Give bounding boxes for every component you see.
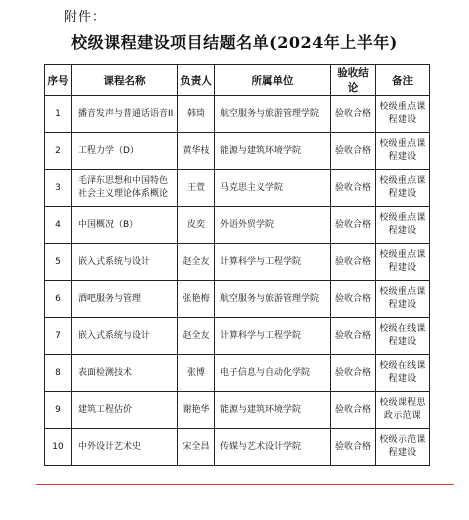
lead-name: 谢艳华: [178, 392, 215, 429]
result: 验收合格: [331, 170, 376, 207]
table-row: [45, 96, 430, 133]
table-row: [45, 392, 430, 429]
unit-name: 计算科学与工程学院: [215, 244, 331, 281]
result: 验收合格: [331, 207, 376, 244]
result: 验收合格: [331, 429, 376, 466]
course-name: 嵌入式系统与设计: [72, 318, 178, 355]
course-name: 中国概况（B）: [72, 207, 178, 244]
unit-name: 电子信息与自动化学院: [215, 355, 331, 392]
lead-name: 韩琦: [178, 96, 215, 133]
course-name: 中外设计艺术史: [72, 429, 178, 466]
header-result: 验收结论: [331, 65, 376, 96]
row-no: 3: [45, 170, 72, 207]
header-unit: 所属单位: [215, 65, 331, 96]
unit-name: 能源与建筑环境学院: [215, 133, 331, 170]
row-no: 4: [45, 207, 72, 244]
result: 验收合格: [331, 96, 376, 133]
header-no: 序号: [45, 65, 72, 96]
table-row: [45, 318, 430, 355]
unit-name: 航空服务与旅游管理学院: [215, 281, 331, 318]
table-row: [45, 281, 430, 318]
lead-name: 皮奕: [178, 207, 215, 244]
note: 校级重点课程建设: [376, 281, 430, 318]
table-row: [45, 244, 430, 281]
document-title: 校级课程建设项目结题名单(2024年上半年): [71, 33, 398, 52]
note: 校级重点课程建设: [376, 133, 430, 170]
header-note: 备注: [376, 65, 430, 96]
course-name: 毛泽东思想和中国特色社会主义理论体系概论: [72, 170, 178, 207]
result: 验收合格: [331, 133, 376, 170]
row-no: 7: [45, 318, 72, 355]
lead-name: 赵全友: [178, 318, 215, 355]
row-no: 2: [45, 133, 72, 170]
note: 校级重点课程建设: [376, 96, 430, 133]
course-name: 播音发声与普通话语音II: [72, 96, 178, 133]
row-no: 10: [45, 429, 72, 466]
course-name: 酒吧服务与管理: [72, 281, 178, 318]
unit-name: 传媒与艺术设计学院: [215, 429, 331, 466]
lead-name: 王萱: [178, 170, 215, 207]
lead-name: 宋全昌: [178, 429, 215, 466]
header-course: 课程名称: [72, 65, 178, 96]
row-no: 1: [45, 96, 72, 133]
table-header-row: [45, 65, 430, 96]
unit-name: 马克思主义学院: [215, 170, 331, 207]
note: 校级在线课程建设: [376, 318, 430, 355]
note: 校级示范课程建设: [376, 429, 430, 466]
page-break-line: [36, 484, 454, 485]
row-no: 5: [45, 244, 72, 281]
result: 验收合格: [331, 244, 376, 281]
note: 校级课程思政示范课: [376, 392, 430, 429]
result: 验收合格: [331, 318, 376, 355]
unit-name: 外语外贸学院: [215, 207, 331, 244]
lead-name: 黄华枝: [178, 133, 215, 170]
course-name: 表面检测技术: [72, 355, 178, 392]
note: 校级重点课程建设: [376, 207, 430, 244]
unit-name: 航空服务与旅游管理学院: [215, 96, 331, 133]
result: 验收合格: [331, 355, 376, 392]
table-row: [45, 355, 430, 392]
note: 校级重点课程建设: [376, 170, 430, 207]
project-list-table: [44, 64, 430, 466]
row-no: 8: [45, 355, 72, 392]
lead-name: 张艳梅: [178, 281, 215, 318]
note: 校级重点课程建设: [376, 244, 430, 281]
course-name: 嵌入式系统与设计: [72, 244, 178, 281]
attachment-label: 附件：: [64, 10, 107, 25]
lead-name: 赵全友: [178, 244, 215, 281]
unit-name: 计算科学与工程学院: [215, 318, 331, 355]
unit-name: 能源与建筑环境学院: [215, 392, 331, 429]
course-name: 建筑工程估价: [72, 392, 178, 429]
lead-name: 张博: [178, 355, 215, 392]
table-row: [45, 170, 430, 207]
course-name: 工程力学（D）: [72, 133, 178, 170]
table-row: [45, 429, 430, 466]
table-row: [45, 133, 430, 170]
row-no: 9: [45, 392, 72, 429]
note: 校级在线课程建设: [376, 355, 430, 392]
header-lead: 负责人: [178, 65, 215, 96]
table-row: [45, 207, 430, 244]
row-no: 6: [45, 281, 72, 318]
result: 验收合格: [331, 392, 376, 429]
result: 验收合格: [331, 281, 376, 318]
